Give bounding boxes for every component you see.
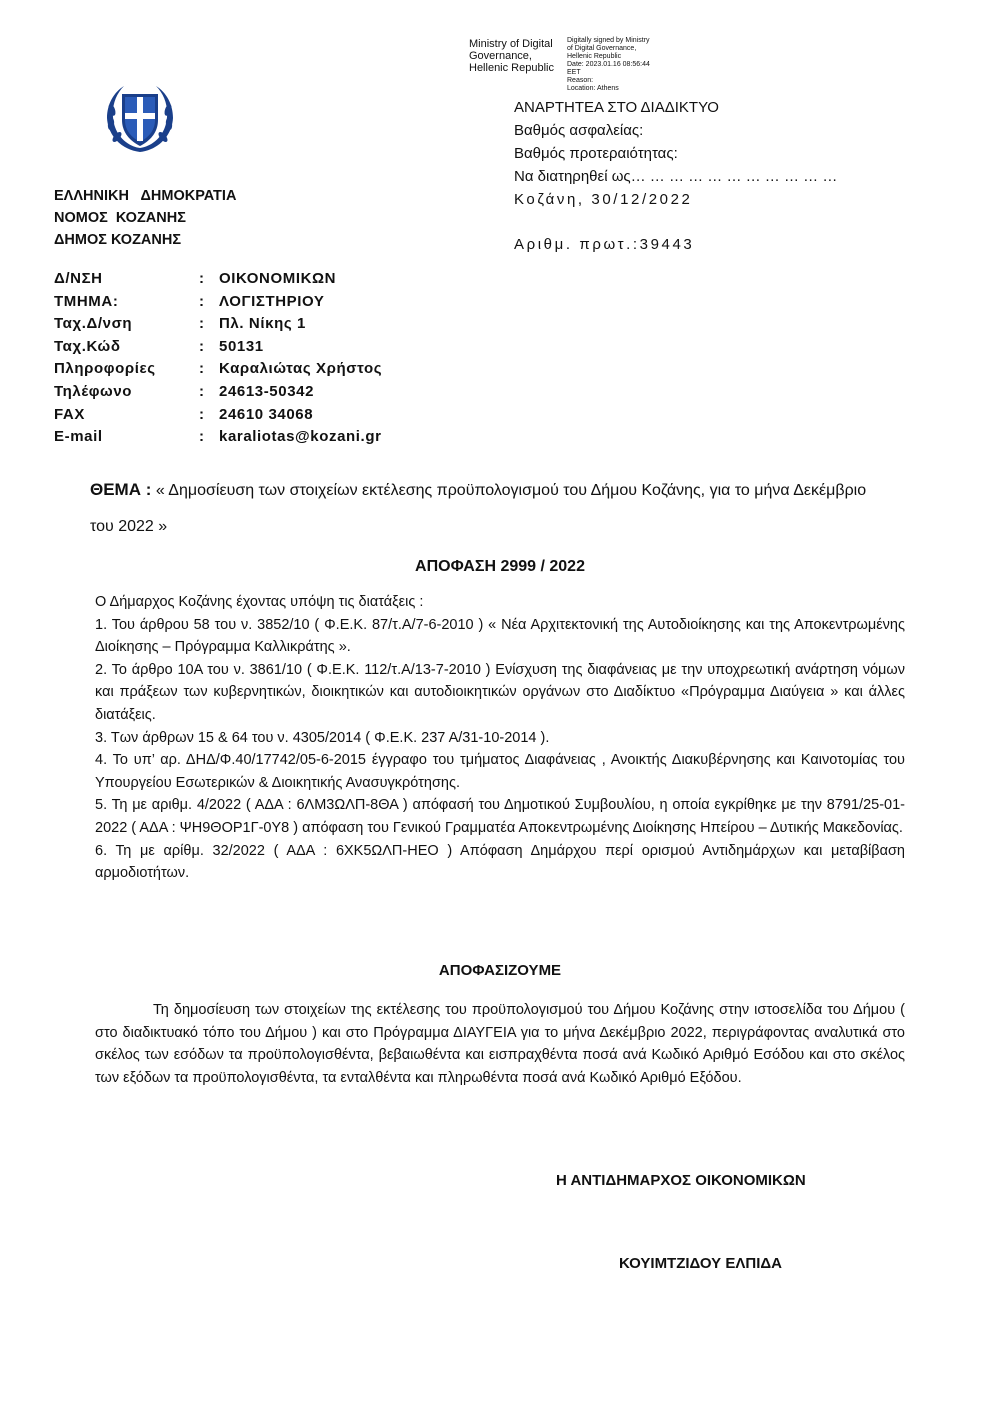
info-label: Πληροφορίες <box>54 360 156 378</box>
signature-detail-line: of Digital Governance, <box>567 45 637 52</box>
contact-info-table <box>54 268 382 449</box>
subject-label: ΘΕΜΑ : <box>90 480 152 499</box>
info-row: Δ/ΝΣΗ : ΟΙΚΟΝΟΜΙΚΩΝ <box>54 268 382 291</box>
digital-signature-signer <box>469 38 564 74</box>
document-meta <box>514 96 837 256</box>
body-paragraph: 1. Του άρθρου 58 του ν. 3852/10 ( Φ.Ε.Κ. 87/τ.Α/7-6-2010 ) « Νέα Αρχιτεκτονική της Αυτοδιοίκησης και της Αποκεντρωμένης Διοίκησης – Πρόγραμμα Καλλικράτης ». <box>95 616 905 656</box>
body-paragraph: 4. Το υπ’ αρ. ΔΗΔ/Φ.40/17742/05-6-2015 έγγραφο του τμήματος Διαφάνειας , Ανοικτής Διακυβέρνησης και Καινοτομίας του Υπουργείου Εσωτερικών & Διοικητικής Ανασυγκρότησης. <box>95 752 905 791</box>
subject <box>90 472 890 545</box>
info-row: Πληροφορίες : Καραλιώτας Χρήστος <box>54 358 382 381</box>
info-row: FAX : 24610 34068 <box>54 404 382 427</box>
decide-title: ΑΠΟΦΑΣΙΖΟΥΜΕ <box>438 962 562 979</box>
info-value: 24613-50342 <box>219 382 315 400</box>
signature-detail-line: Date: 2023.01.16 08:56:44 <box>567 61 650 68</box>
body-paragraph: 5. Τη με αριθμ. 4/2022 ( ΑΔΑ : 6ΛΜ3ΩΛΠ-8ΘΑ ) απόφασή του Δημοτικού Συμβουλίου, η οποία εγκρίθηκε με την 8791/25-01-2022 ( ΑΔΑ : ΨΗ9ΘΟΡ1Γ-0Υ8 ) απόφαση του Γενικού Γραμματέα Αποκεντρωμένης Διοίκησης Ηπείρου – Δυτικής Μακεδονίας. <box>95 797 905 836</box>
issuer-header <box>54 185 236 251</box>
info-label: Δ/ΝΣΗ <box>54 270 103 287</box>
body-paragraph: 6. Τη με αρίθμ. 32/2022 ( ΑΔΑ : 6ΧΚ5ΩΛΠ-ΗΕΟ ) Απόφαση Δημάρχου περί ορισμού Αντιδημάρχων και μεταβίβαση αρμοδιοτήτων. <box>95 842 905 882</box>
decide-text <box>95 999 905 1089</box>
retention-note: Να διατηρηθεί ως… … … … … … … … … … … <box>514 168 838 185</box>
body-paragraph: 3. Των άρθρων 15 & 64 του ν. 4305/2014 ( Φ.Ε.Κ. 237 Α/31-10-2014 ). <box>95 729 550 746</box>
info-value: ΛΟΓΙΣΤΗΡΙΟΥ <box>219 292 325 310</box>
decide-text-content: Τη δημοσίευση των στοιχείων της εκτέλεσης του προϋπολογισμού του Δήμου Κοζάνης στην ιστοσελίδα του Δήμου ( στο διαδικτυακό τόπο του Δήμου ) και στο Πρόγραμμα ΔΙΑΥΓΕΙΑ για το μήνα Δεκέμβριο 2022, περιγράφοντας αναλυτικά στο σκέλος των εσόδων τα προϋπολογισθέντα, βεβαιωθέντα και εισπραχθέντα ποσά ανά Κωδικό Αριθμό Εσόδου και στο σκέλος των εξόδων τα προϋπολογισθέντα, τα ενταλθέντα και πληρωθέντα ποσά ανά Κωδικό Αριθμό Εξόδου. <box>95 1002 905 1086</box>
info-label: E-mail <box>54 428 103 446</box>
info-row: E-mail : karaliotas@kozani.gr <box>54 426 382 449</box>
security-level: Βαθμός ασφαλείας: <box>514 122 644 139</box>
digital-signature-details <box>567 37 677 93</box>
info-label: Ταχ.Δ/νση <box>54 315 133 333</box>
info-row: Τηλέφωνο : 24613-50342 <box>54 381 382 404</box>
publish-online-note: ΑΝΑΡΤΗΤΕΑ ΣΤΟ ΔΙΑΔΙΚΤΥΟ <box>514 99 719 116</box>
signer-name: ΚΟΥΙΜΤΖΙΔΟΥ ΕΛΠΙΔΑ <box>619 1255 782 1272</box>
info-value: 24610 34068 <box>219 405 314 423</box>
info-row: ΤΜΗΜΑ: : ΛΟΓΙΣΤΗΡΙΟΥ <box>54 291 382 314</box>
decision-body <box>95 591 905 885</box>
info-row: Ταχ.Δ/νση : Πλ. Νίκης 1 <box>54 313 382 336</box>
decision-title: ΑΠΟΦΑΣΗ 2999 / 2022 <box>415 558 585 575</box>
info-label: Τηλέφωνο <box>54 382 133 400</box>
info-value: 50131 <box>219 337 264 355</box>
signature-detail-line: Hellenic Republic <box>567 53 622 60</box>
subject-text: « Δημοσίευση των στοιχείων εκτέλεσης προϋπολογισμού του Δήμου Κοζάνης, για το μήνα Δεκέμβριο του 2022 » <box>90 482 867 535</box>
info-label: ΤΜΗΜΑ: <box>54 292 119 310</box>
info-label: Ταχ.Κώδ <box>54 337 121 355</box>
document-date: Κοζάνη, 30/12/2022 <box>514 191 693 208</box>
signature-detail-line: Digitally signed by Ministry <box>567 37 650 44</box>
issuer-line: ΝΟΜΟΣ ΚΟΖΑΝΗΣ <box>54 210 186 226</box>
greek-coat-of-arms-icon <box>102 80 178 156</box>
info-value: Πλ. Νίκης 1 <box>219 315 306 333</box>
signature-signer-line: Ministry of Digital <box>469 38 553 50</box>
protocol-number: Αριθμ. πρωτ.:39443 <box>514 236 695 253</box>
issuer-line: ΔΗΜΟΣ ΚΟΖΑΝΗΣ <box>54 232 182 248</box>
body-paragraph: 2. Το άρθρο 10Α του ν. 3861/10 ( Φ.Ε.Κ. 112/τ.Α/13-7-2010 ) Ενίσχυση της διαφάνειας με την υποχρεωτική ανάρτηση νόμων και πράξεων των κυβερνητικών, διοικητικών και αυτοδιοικητικών οργάνων στο Διαδίκτυο «Πρόγραμμα Διαύγεια » και άλλες διατάξεις. <box>95 661 905 723</box>
info-value: ΟΙΚΟΝΟΜΙΚΩΝ <box>219 270 337 287</box>
body-paragraph: Ο Δήμαρχος Κοζάνης έχοντας υπόψη τις διατάξεις : <box>95 594 424 610</box>
signer-title: Η ΑΝΤΙΔΗΜΑΡΧΟΣ ΟΙΚΟΝΟΜΙΚΩΝ <box>556 1172 806 1189</box>
signature-detail-line: EET <box>567 69 581 76</box>
email-link[interactable]: karaliotas@kozani.gr <box>219 428 382 446</box>
info-value: Καραλιώτας Χρήστος <box>219 360 383 378</box>
signature-signer-line: Hellenic Republic <box>469 62 554 74</box>
priority-level: Βαθμός προτεραιότητας: <box>514 145 678 162</box>
info-row: Ταχ.Κώδ : 50131 <box>54 336 382 359</box>
signature-signer-line: Governance, <box>469 50 532 62</box>
signature-detail-line: Reason: <box>567 77 594 84</box>
issuer-line: ΕΛΛΗΝΙΚΗ ΔΗΜΟΚΡΑΤΙΑ <box>54 188 237 204</box>
info-label: FAX <box>54 405 85 423</box>
signature-detail-line: Location: Athens <box>567 85 619 92</box>
